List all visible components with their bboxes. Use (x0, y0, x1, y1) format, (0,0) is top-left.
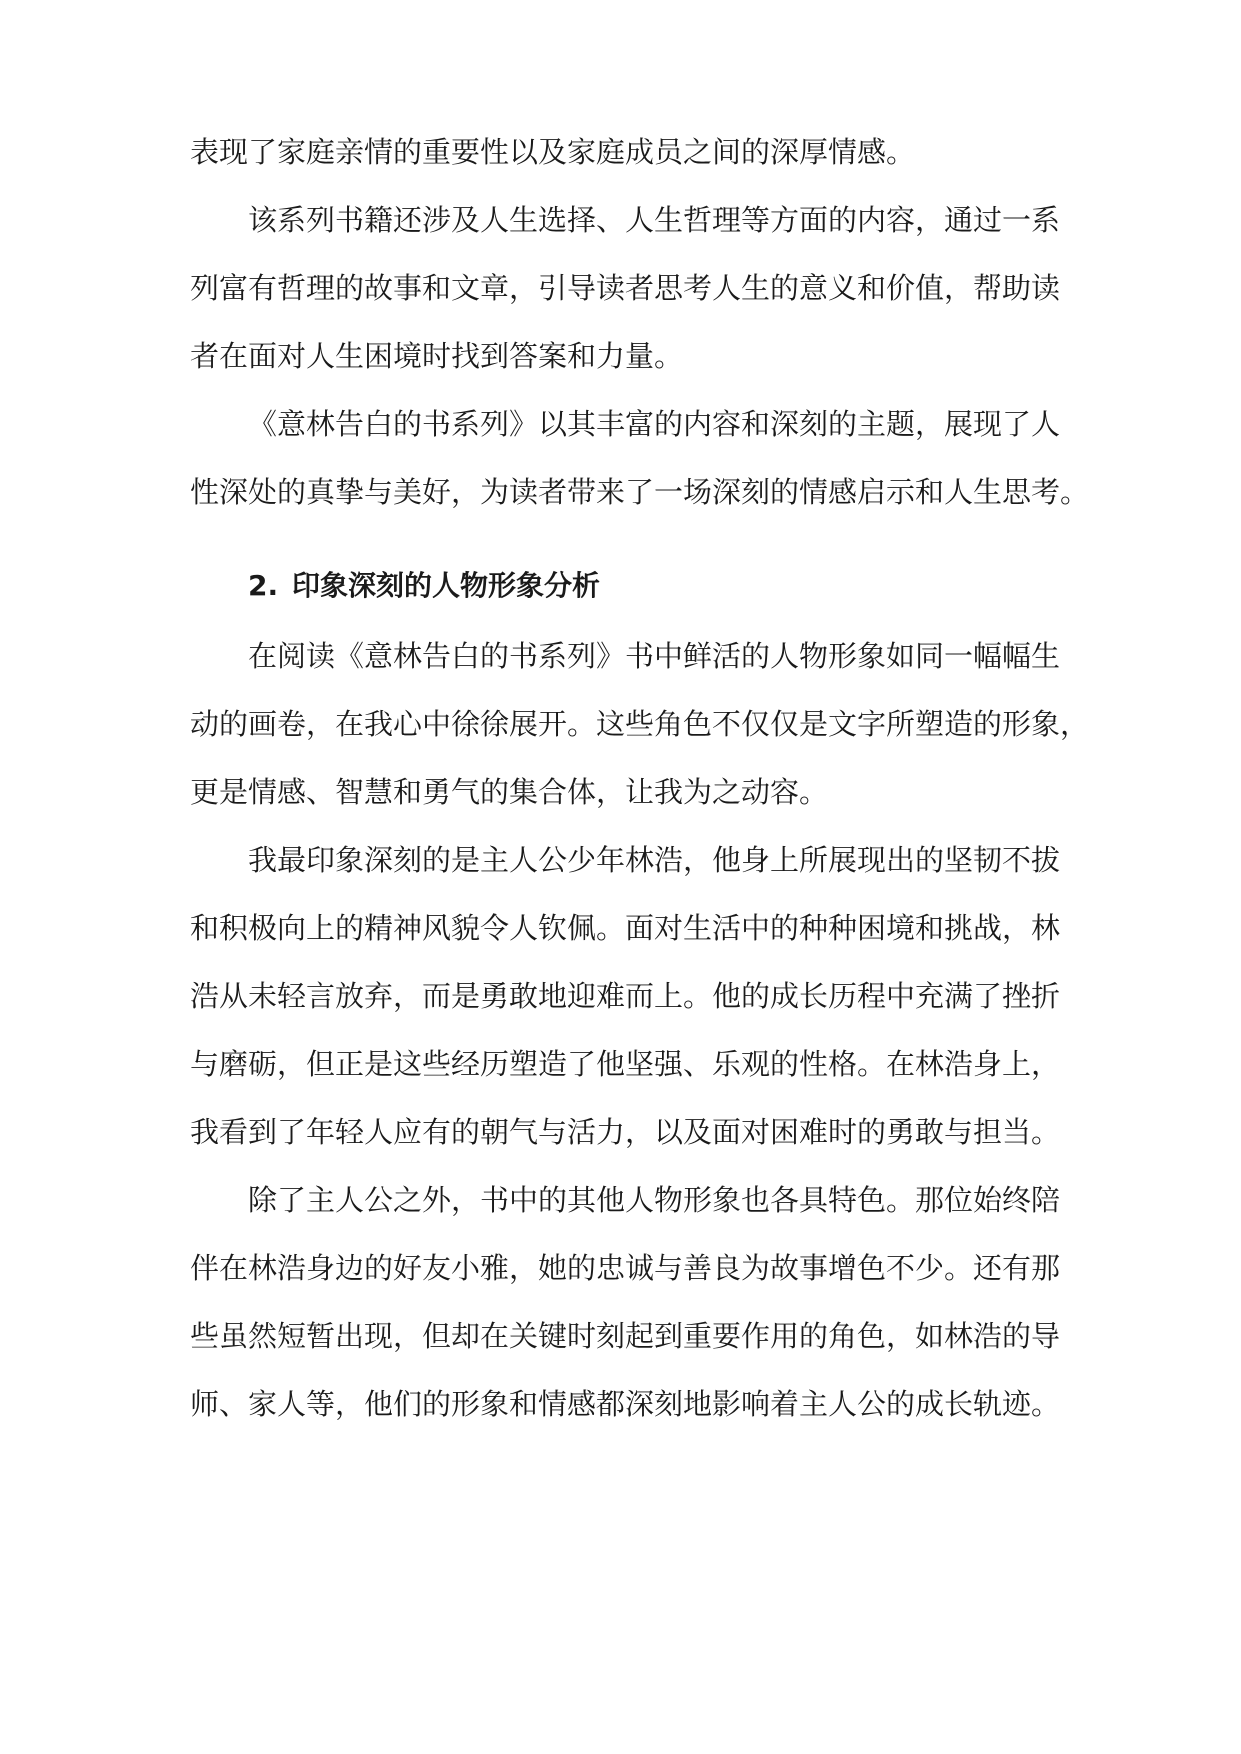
paragraph-line: 表现了家庭亲情的重要性以及家庭成员之间的深厚情感。 (190, 135, 916, 169)
paragraph-line: 浩从未轻言放弃，而是勇敢地迎难而上。他的成长历程中充满了挫折 (190, 979, 1061, 1013)
paragraph-line: 除了主人公之外，书中的其他人物形象也各具特色。那位始终陪 (248, 1183, 1061, 1217)
paragraph-line: 师、家人等，他们的形象和情感都深刻地影响着主人公的成长轨迹。 (190, 1387, 1061, 1421)
paragraph-line: 我看到了年轻人应有的朝气与活力，以及面对困难时的勇敢与担当。 (190, 1115, 1061, 1149)
paragraph-line: 伴在林浩身边的好友小雅，她的忠诚与善良为故事增色不少。还有那 (190, 1251, 1061, 1285)
paragraph-line: 该系列书籍还涉及人生选择、人生哲理等方面的内容，通过一系 (248, 203, 1061, 237)
paragraph-line: 动的画卷，在我心中徐徐展开。这些角色不仅仅是文字所塑造的形象， (190, 707, 1090, 741)
section-number: 2. (248, 569, 279, 602)
section-title: 印象深刻的人物形象分析 (292, 569, 601, 602)
paragraph-line: 些虽然短暂出现，但却在关键时刻起到重要作用的角色，如林浩的导 (190, 1319, 1061, 1353)
paragraph-line: 《意林告白的书系列》以其丰富的内容和深刻的主题，展现了人 (248, 407, 1061, 441)
paragraph-line: 列富有哲理的故事和文章，引导读者思考人生的意义和价值，帮助读 (190, 271, 1061, 305)
paragraph-line: 者在面对人生困境时找到答案和力量。 (190, 339, 684, 373)
section-heading (248, 566, 600, 606)
paragraph-line: 和积极向上的精神风貌令人钦佩。面对生活中的种种困境和挑战，林 (190, 911, 1061, 945)
paragraph-line: 性深处的真挚与美好，为读者带来了一场深刻的情感启示和人生思考。 (190, 475, 1090, 509)
paragraph-line: 在阅读《意林告白的书系列》书中鲜活的人物形象如同一幅幅生 (248, 639, 1061, 673)
paragraph-line: 与磨砺，但正是这些经历塑造了他坚强、乐观的性格。在林浩身上， (190, 1047, 1061, 1081)
paragraph-line: 我最印象深刻的是主人公少年林浩，他身上所展现出的坚韧不拔 (248, 843, 1061, 877)
paragraph-line: 更是情感、智慧和勇气的集合体，让我为之动容。 (190, 775, 829, 809)
